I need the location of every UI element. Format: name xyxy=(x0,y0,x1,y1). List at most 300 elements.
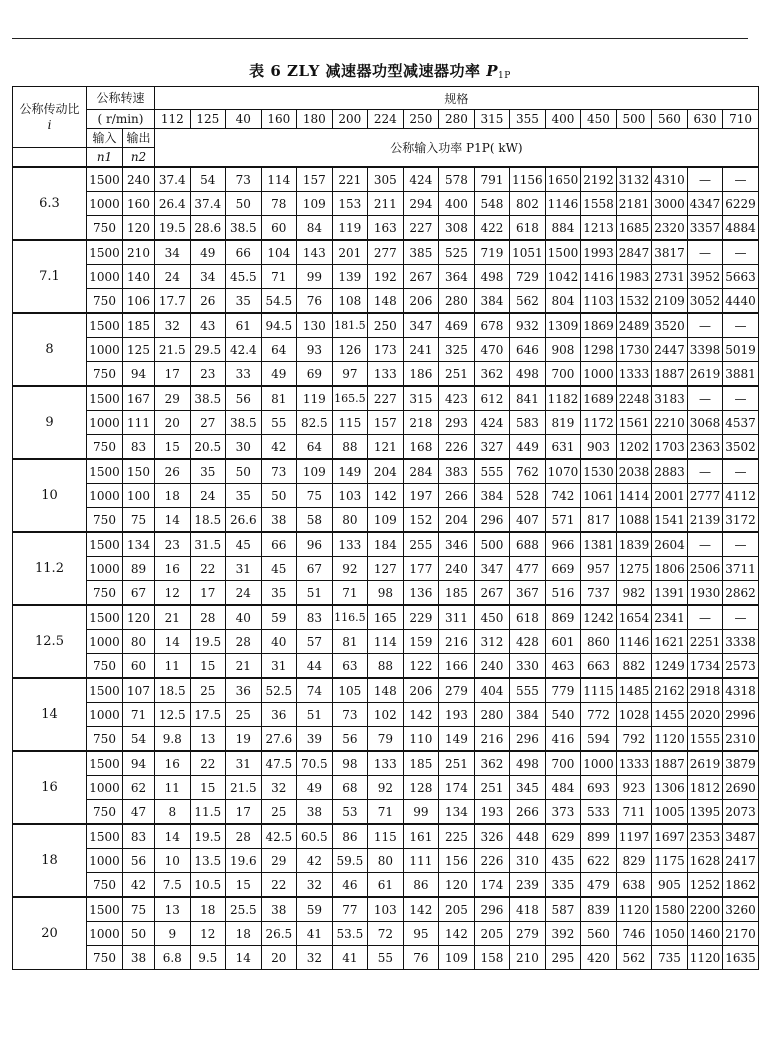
power-cell: 1115 xyxy=(581,678,617,703)
output-speed-cell: 75 xyxy=(123,508,155,533)
power-cell: 407 xyxy=(510,508,546,533)
power-cell: 498 xyxy=(510,362,546,387)
power-cell: 562 xyxy=(616,946,652,970)
power-cell: 143 xyxy=(297,240,333,265)
power-cell: 7.5 xyxy=(155,873,191,898)
power-cell: 385 xyxy=(403,240,439,265)
input-speed-cell: 1000 xyxy=(87,557,123,581)
power-cell: 711 xyxy=(616,800,652,825)
power-cell: 4112 xyxy=(723,484,759,508)
output-speed-cell: 47 xyxy=(123,800,155,825)
power-cell: 719 xyxy=(474,240,510,265)
ratio-symbol: i xyxy=(47,118,52,132)
power-cell: 2847 xyxy=(616,240,652,265)
table-row xyxy=(13,240,759,265)
power-cell: 802 xyxy=(510,192,546,216)
power-cell: 51 xyxy=(297,581,333,606)
power-cell: 17 xyxy=(155,362,191,387)
size-header-cell: 710 xyxy=(723,110,759,129)
power-cell: 42.5 xyxy=(261,824,297,849)
size-header-cell: 630 xyxy=(687,110,723,129)
power-cell: 729 xyxy=(510,265,546,289)
power-cell: 308 xyxy=(439,216,475,241)
table-row xyxy=(13,630,759,654)
power-cell: 2604 xyxy=(652,532,688,557)
power-cell: 4537 xyxy=(723,411,759,435)
power-cell: 67 xyxy=(297,557,333,581)
power-cell: 1298 xyxy=(581,338,617,362)
ratio-cell: 11.2 xyxy=(13,532,87,605)
power-cell: 5019 xyxy=(723,338,759,362)
power-cell: 3260 xyxy=(723,897,759,922)
power-cell: 31 xyxy=(226,557,262,581)
table-row xyxy=(13,824,759,849)
table-row xyxy=(13,581,759,606)
power-cell: 2139 xyxy=(687,508,723,533)
power-cell: 742 xyxy=(545,484,581,508)
power-cell: 205 xyxy=(474,922,510,946)
power-cell: 267 xyxy=(403,265,439,289)
power-cell: 27 xyxy=(190,411,226,435)
table-row xyxy=(13,192,759,216)
power-label: 公称输入功率 P1P( kW) xyxy=(155,129,759,168)
power-cell: 327 xyxy=(474,435,510,460)
power-cell: 2883 xyxy=(652,459,688,484)
power-cell: 1839 xyxy=(616,532,652,557)
power-cell: 185 xyxy=(403,751,439,776)
power-cell: 25 xyxy=(226,703,262,727)
power-cell: 32 xyxy=(155,313,191,338)
power-cell: 498 xyxy=(510,751,546,776)
power-cell: 98 xyxy=(368,581,404,606)
power-cell: 280 xyxy=(439,289,475,314)
power-cell: 404 xyxy=(474,678,510,703)
table-row xyxy=(13,946,759,970)
power-cell: 241 xyxy=(403,338,439,362)
power-cell: 33 xyxy=(226,362,262,387)
power-cell: 251 xyxy=(439,362,475,387)
power-cell: 1146 xyxy=(545,192,581,216)
input-speed-cell: 1000 xyxy=(87,265,123,289)
power-cell: 134 xyxy=(439,800,475,825)
power-cell: 1000 xyxy=(581,751,617,776)
power-cell: 80 xyxy=(368,849,404,873)
power-cell: 1028 xyxy=(616,703,652,727)
power-cell: 463 xyxy=(545,654,581,679)
power-cell: 46 xyxy=(332,873,368,898)
power-cell: 184 xyxy=(368,532,404,557)
power-cell: 3183 xyxy=(652,386,688,411)
table-row xyxy=(13,605,759,630)
power-cell: 18 xyxy=(190,897,226,922)
output-speed-cell: 94 xyxy=(123,751,155,776)
power-cell: 66 xyxy=(226,240,262,265)
power-cell: 104 xyxy=(261,240,297,265)
power-cell: 227 xyxy=(403,216,439,241)
power-cell: 49 xyxy=(297,776,333,800)
power-cell: 35 xyxy=(226,484,262,508)
table-row xyxy=(13,265,759,289)
power-cell: 384 xyxy=(474,289,510,314)
power-cell: 133 xyxy=(368,751,404,776)
table-row xyxy=(13,557,759,581)
power-cell: 618 xyxy=(510,605,546,630)
power-cell: 622 xyxy=(581,849,617,873)
table-row xyxy=(13,751,759,776)
power-cell: 76 xyxy=(297,289,333,314)
power-cell: 35 xyxy=(190,459,226,484)
power-cell: 346 xyxy=(439,532,475,557)
power-cell: 310 xyxy=(510,849,546,873)
power-cell: 37.4 xyxy=(155,167,191,192)
power-cell: 1005 xyxy=(652,800,688,825)
power-cell: 2862 xyxy=(723,581,759,606)
power-cell: 3398 xyxy=(687,338,723,362)
top-rule xyxy=(12,38,748,39)
power-cell: 555 xyxy=(474,459,510,484)
power-cell: 108 xyxy=(332,289,368,314)
power-cell: 1650 xyxy=(545,167,581,192)
power-cell: 25 xyxy=(261,800,297,825)
power-cell: 2310 xyxy=(723,727,759,752)
power-cell: 205 xyxy=(439,897,475,922)
power-cell: 498 xyxy=(474,265,510,289)
power-cell: 2363 xyxy=(687,435,723,460)
power-cell: 130 xyxy=(297,313,333,338)
power-cell: 420 xyxy=(581,946,617,970)
input-speed-cell: 750 xyxy=(87,362,123,387)
power-cell: 177 xyxy=(403,557,439,581)
power-cell: 1530 xyxy=(581,459,617,484)
power-cell: 315 xyxy=(403,386,439,411)
power-cell: 49 xyxy=(190,240,226,265)
power-cell: 296 xyxy=(510,727,546,752)
table-row xyxy=(13,922,759,946)
size-header-cell: 500 xyxy=(616,110,652,129)
power-cell: 1485 xyxy=(616,678,652,703)
power-cell: 746 xyxy=(616,922,652,946)
power-cell: 15 xyxy=(226,873,262,898)
power-cell: 81 xyxy=(332,630,368,654)
speed-label: 公称转速 xyxy=(96,90,145,105)
power-cell: 1252 xyxy=(687,873,723,898)
power-cell: 583 xyxy=(510,411,546,435)
power-cell: 21 xyxy=(226,654,262,679)
power-cell: 1395 xyxy=(687,800,723,825)
table-row xyxy=(13,897,759,922)
power-cell: 92 xyxy=(368,776,404,800)
power-cell: 204 xyxy=(368,459,404,484)
power-cell: 204 xyxy=(439,508,475,533)
power-cell: 79 xyxy=(368,727,404,752)
ratio-cell: 8 xyxy=(13,313,87,386)
power-cell: 186 xyxy=(403,362,439,387)
output-speed-cell: 67 xyxy=(123,581,155,606)
power-cell: 540 xyxy=(545,703,581,727)
power-cell: 216 xyxy=(474,727,510,752)
power-cell: 1869 xyxy=(581,313,617,338)
power-cell: 96 xyxy=(297,532,333,557)
power-cell: 479 xyxy=(581,873,617,898)
output-speed-cell: 120 xyxy=(123,216,155,241)
power-cell: 16 xyxy=(155,557,191,581)
power-cell: 9.8 xyxy=(155,727,191,752)
power-cell: 24 xyxy=(226,581,262,606)
power-cell: 98 xyxy=(332,751,368,776)
output-speed-cell: 54 xyxy=(123,727,155,752)
power-cell: 1050 xyxy=(652,922,688,946)
power-cell: 26 xyxy=(155,459,191,484)
power-cell: 9 xyxy=(155,922,191,946)
power-cell: 115 xyxy=(368,824,404,849)
power-cell: 663 xyxy=(581,654,617,679)
power-cell: 1983 xyxy=(616,265,652,289)
power-cell: 133 xyxy=(368,362,404,387)
power-cell: 142 xyxy=(368,484,404,508)
power-cell: 81 xyxy=(261,386,297,411)
power-cell: 73 xyxy=(226,167,262,192)
power-cell: 629 xyxy=(545,824,581,849)
power-cell: 469 xyxy=(439,313,475,338)
power-cell: 38 xyxy=(297,800,333,825)
power-cell: 1628 xyxy=(687,849,723,873)
power-cell: 1051 xyxy=(510,240,546,265)
power-cell: 1689 xyxy=(581,386,617,411)
power-cell: 601 xyxy=(545,630,581,654)
ratio-cell: 20 xyxy=(13,897,87,970)
output-speed-cell: 56 xyxy=(123,849,155,873)
power-cell: 528 xyxy=(510,484,546,508)
power-cell: 18.5 xyxy=(190,508,226,533)
input-speed-cell: 1500 xyxy=(87,167,123,192)
power-cell: 255 xyxy=(403,532,439,557)
ratio-cell: 9 xyxy=(13,386,87,459)
power-cell: 516 xyxy=(545,581,581,606)
power-cell: 2489 xyxy=(616,313,652,338)
power-cell: 34 xyxy=(190,265,226,289)
power-cell: 18 xyxy=(226,922,262,946)
power-cell: 905 xyxy=(652,873,688,898)
power-cell: 470 xyxy=(474,338,510,362)
power-cell: 120 xyxy=(439,873,475,898)
power-cell: 159 xyxy=(403,630,439,654)
power-cell: 347 xyxy=(474,557,510,581)
input-speed-cell: 750 xyxy=(87,435,123,460)
power-cell: 4318 xyxy=(723,678,759,703)
power-cell: 932 xyxy=(510,313,546,338)
power-cell: 40 xyxy=(261,630,297,654)
power-cell: 20 xyxy=(155,411,191,435)
output-speed-cell: 50 xyxy=(123,922,155,946)
power-cell: 68 xyxy=(332,776,368,800)
power-cell: 115 xyxy=(332,411,368,435)
power-cell: 1685 xyxy=(616,216,652,241)
input-speed-cell: 1000 xyxy=(87,630,123,654)
power-cell: 280 xyxy=(474,703,510,727)
power-cell: 103 xyxy=(368,897,404,922)
power-cell: 669 xyxy=(545,557,581,581)
power-cell: 383 xyxy=(439,459,475,484)
power-cell: 2170 xyxy=(723,922,759,946)
power-cell: 484 xyxy=(545,776,581,800)
power-cell: 2619 xyxy=(687,751,723,776)
power-cell: 28.6 xyxy=(190,216,226,241)
power-cell: 1635 xyxy=(723,946,759,970)
power-cell: 52.5 xyxy=(261,678,297,703)
power-cell: 1862 xyxy=(723,873,759,898)
table-row xyxy=(13,289,759,314)
power-cell: 422 xyxy=(474,216,510,241)
input-speed-cell: 1500 xyxy=(87,824,123,849)
power-cell: 1249 xyxy=(652,654,688,679)
power-cell: 139 xyxy=(332,265,368,289)
power-cell: 110 xyxy=(403,727,439,752)
power-cell: 1621 xyxy=(652,630,688,654)
power-cell: 762 xyxy=(510,459,546,484)
power-cell: 174 xyxy=(474,873,510,898)
input-label: 输入 xyxy=(87,129,123,148)
power-cell: — xyxy=(723,313,759,338)
power-cell: 6.8 xyxy=(155,946,191,970)
power-cell: 4347 xyxy=(687,192,723,216)
power-cell: 1993 xyxy=(581,240,617,265)
power-cell: — xyxy=(687,605,723,630)
ratio-cell: 10 xyxy=(13,459,87,532)
output-speed-cell: 111 xyxy=(123,411,155,435)
power-cell: 296 xyxy=(474,897,510,922)
output-speed-cell: 62 xyxy=(123,776,155,800)
output-speed-cell: 125 xyxy=(123,338,155,362)
power-cell: 2162 xyxy=(652,678,688,703)
power-cell: 201 xyxy=(332,240,368,265)
power-cell: 109 xyxy=(297,459,333,484)
power-cell: 142 xyxy=(439,922,475,946)
power-cell: 86 xyxy=(332,824,368,849)
power-cell: 3952 xyxy=(687,265,723,289)
table-row xyxy=(13,338,759,362)
power-cell: 71 xyxy=(261,265,297,289)
power-cell: 829 xyxy=(616,849,652,873)
power-cell: 19.5 xyxy=(190,630,226,654)
power-cell: 1242 xyxy=(581,605,617,630)
power-cell: 17.7 xyxy=(155,289,191,314)
power-cell: 330 xyxy=(510,654,546,679)
power-cell: 293 xyxy=(439,411,475,435)
input-speed-cell: 750 xyxy=(87,727,123,752)
power-cell: 15 xyxy=(155,435,191,460)
power-cell: 1500 xyxy=(545,240,581,265)
power-cell: 142 xyxy=(403,897,439,922)
size-header-cell: 315 xyxy=(474,110,510,129)
power-cell: 1697 xyxy=(652,824,688,849)
power-cell: 1654 xyxy=(616,605,652,630)
power-cell: 109 xyxy=(368,508,404,533)
power-cell: 193 xyxy=(439,703,475,727)
power-cell: 347 xyxy=(403,313,439,338)
output-speed-cell: 150 xyxy=(123,459,155,484)
power-cell: 3132 xyxy=(616,167,652,192)
power-cell: 982 xyxy=(616,581,652,606)
power-cell: 555 xyxy=(510,678,546,703)
power-cell: 38.5 xyxy=(226,411,262,435)
power-cell: 148 xyxy=(368,289,404,314)
power-cell: 3172 xyxy=(723,508,759,533)
power-cell: 38 xyxy=(261,508,297,533)
power-cell: 345 xyxy=(510,776,546,800)
table-row xyxy=(13,313,759,338)
power-cell: 2619 xyxy=(687,362,723,387)
power-cell: 903 xyxy=(581,435,617,460)
power-cell: 168 xyxy=(403,435,439,460)
power-cell: 21 xyxy=(155,605,191,630)
power-cell: 1103 xyxy=(581,289,617,314)
input-speed-cell: 1500 xyxy=(87,532,123,557)
power-cell: 73 xyxy=(332,703,368,727)
power-cell: 5663 xyxy=(723,265,759,289)
power-cell: 3000 xyxy=(652,192,688,216)
power-cell: 63 xyxy=(332,654,368,679)
power-cell: 166 xyxy=(439,654,475,679)
power-cell: 211 xyxy=(368,192,404,216)
power-cell: 449 xyxy=(510,435,546,460)
power-cell: 26 xyxy=(190,289,226,314)
power-cell: 3817 xyxy=(652,240,688,265)
power-cell: 839 xyxy=(581,897,617,922)
power-cell: 2073 xyxy=(723,800,759,825)
power-cell: 240 xyxy=(474,654,510,679)
power-cell: 54 xyxy=(190,167,226,192)
size-header-cell: 450 xyxy=(581,110,617,129)
power-cell: 860 xyxy=(581,630,617,654)
power-cell: 32 xyxy=(297,873,333,898)
power-cell: 3881 xyxy=(723,362,759,387)
input-speed-cell: 1000 xyxy=(87,776,123,800)
power-cell: 72 xyxy=(368,922,404,946)
power-cell: 12.5 xyxy=(155,703,191,727)
power-cell: 2210 xyxy=(652,411,688,435)
power-cell: 76 xyxy=(403,946,439,970)
output-speed-cell: 107 xyxy=(123,678,155,703)
power-cell: 206 xyxy=(403,289,439,314)
power-cell: 157 xyxy=(297,167,333,192)
power-cell: 161 xyxy=(403,824,439,849)
power-cell: 13.5 xyxy=(190,849,226,873)
power-cell: 60.5 xyxy=(297,824,333,849)
power-cell: 216 xyxy=(439,630,475,654)
output-speed-cell: 185 xyxy=(123,313,155,338)
power-cell: — xyxy=(723,167,759,192)
power-cell: 2181 xyxy=(616,192,652,216)
size-header-cell: 180 xyxy=(297,110,333,129)
power-cell: 133 xyxy=(332,532,368,557)
power-cell: 36 xyxy=(226,678,262,703)
input-speed-cell: 750 xyxy=(87,946,123,970)
power-cell: 1561 xyxy=(616,411,652,435)
power-cell: — xyxy=(723,532,759,557)
power-cell: 11.5 xyxy=(190,800,226,825)
power-cell: — xyxy=(723,240,759,265)
power-cell: 678 xyxy=(474,313,510,338)
power-cell: 448 xyxy=(510,824,546,849)
output-speed-cell: 160 xyxy=(123,192,155,216)
power-cell: 142 xyxy=(403,703,439,727)
input-speed-cell: 1000 xyxy=(87,192,123,216)
power-cell: 51 xyxy=(297,703,333,727)
power-cell: 2320 xyxy=(652,216,688,241)
power-cell: 126 xyxy=(332,338,368,362)
ratio-cell: 12.5 xyxy=(13,605,87,678)
input-speed-cell: 1500 xyxy=(87,751,123,776)
